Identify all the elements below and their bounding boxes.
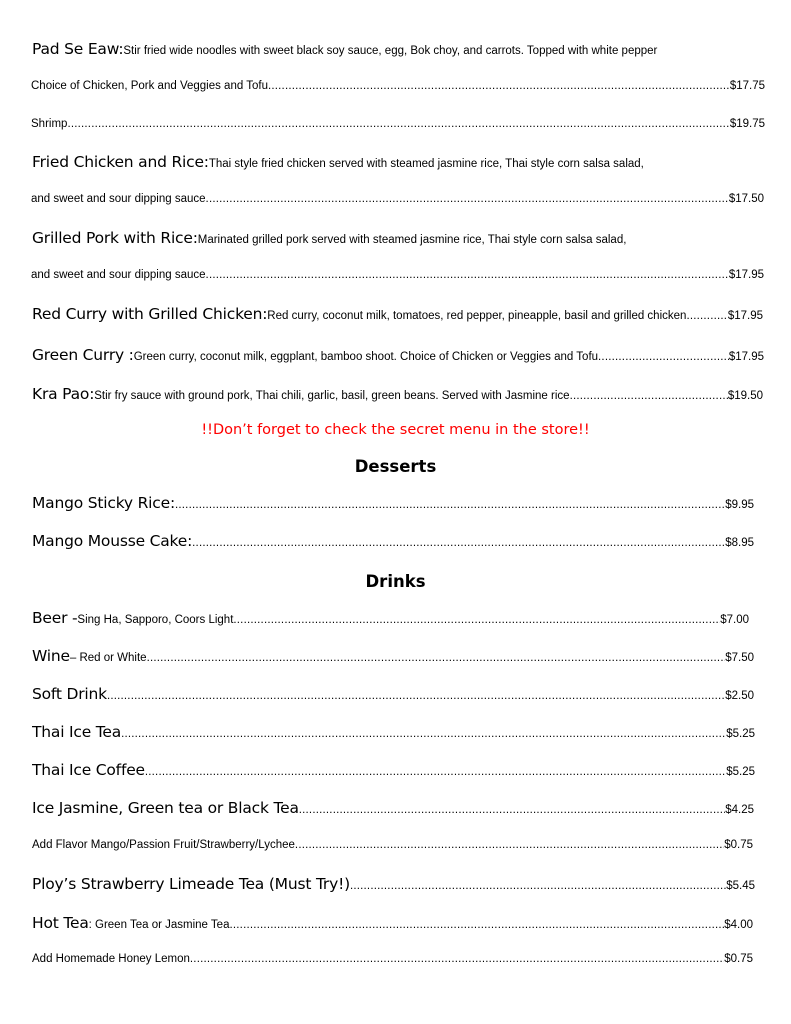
menu-item-fried-chicken [32, 153, 762, 171]
dot-leader [206, 193, 729, 205]
dot-leader [175, 499, 725, 511]
item-description: Red curry, coconut milk, tomatoes, red pepper, pineapple, basil and grilled chicken [267, 310, 687, 322]
item-price: $7.00 [720, 614, 749, 626]
item-name: Grilled Pork with Rice: [32, 229, 198, 247]
drink-item [32, 875, 755, 893]
item-price: $5.25 [726, 728, 755, 740]
dot-leader [190, 953, 724, 965]
desserts-heading: Desserts [354, 457, 437, 476]
item-name: Green Curry : [32, 346, 134, 364]
item-description: Sing Ha, Sapporo, Coors Light [77, 614, 234, 626]
item-name: Kra Pao: [32, 385, 95, 403]
dot-leader [229, 919, 724, 931]
item-price: $17.75 [729, 80, 765, 92]
dot-leader [145, 766, 726, 778]
menu-option-line [31, 80, 765, 92]
item-name: Wine [32, 647, 70, 665]
dot-leader [295, 839, 724, 851]
item-name: Soft Drink [32, 685, 107, 703]
item-description: : Green Tea or Jasmine Tea [88, 919, 230, 931]
item-price: $2.50 [725, 690, 754, 702]
menu-item-grilled-pork [32, 229, 762, 247]
dot-leader [121, 728, 726, 740]
dot-leader [206, 269, 729, 281]
item-price: $0.75 [724, 839, 753, 851]
item-price: $17.50 [728, 193, 764, 205]
menu-item-green-curry [32, 346, 764, 364]
item-name: Fried Chicken and Rice: [32, 153, 209, 171]
item-price: $17.95 [728, 269, 764, 281]
menu-option-line [31, 118, 765, 130]
option-label: Choice of Chicken, Pork and Veggies and Tofu [31, 80, 268, 92]
item-price: $0.75 [724, 953, 753, 965]
item-price: $4.25 [725, 804, 754, 816]
addon-label: Add Homemade Honey Lemon [32, 953, 190, 965]
item-name: Beer - [32, 609, 78, 627]
item-name: Ploy’s Strawberry Limeade Tea (Must Try!) [32, 875, 350, 893]
menu-item-red-curry [32, 305, 763, 323]
item-description: – Red or White [69, 652, 147, 664]
menu-item-kra-pao [32, 385, 763, 403]
item-description: Stir fry sauce with ground pork, Thai chili, garlic, basil, green beans. Served with Jasmine rice [94, 390, 570, 402]
item-name: Mango Sticky Rice: [32, 494, 175, 512]
secret-menu-notice: !!Don’t forget to check the secret menu in the store!! [201, 422, 590, 438]
item-price: $5.45 [726, 880, 755, 892]
drink-item [32, 685, 754, 703]
option-label: Shrimp [31, 118, 68, 130]
item-name: Ice Jasmine, Green tea or Black Tea [32, 799, 299, 817]
item-description: Marinated grilled pork served with steamed jasmine rice, Thai style corn salsa salad, [197, 234, 627, 246]
item-price: $4.00 [724, 919, 753, 931]
drink-addon-line [32, 953, 753, 965]
addon-label: Add Flavor Mango/Passion Fruit/Strawberry/Lychee [32, 839, 295, 851]
dot-leader [192, 537, 725, 549]
item-description: Stir fried wide noodles with sweet black soy sauce, egg, Bok choy, and carrots. Topped with white pepper [123, 45, 658, 57]
dot-leader [107, 690, 725, 702]
menu-option-line [31, 193, 764, 205]
drink-item [32, 609, 749, 627]
drink-item [32, 647, 754, 665]
menu-item-pad-se-eaw [32, 40, 762, 58]
dot-leader [147, 652, 726, 664]
item-description: Thai style fried chicken served with steamed jasmine rice, Thai style corn salsa salad, [208, 158, 644, 170]
dot-leader [233, 614, 720, 626]
drink-item [32, 799, 754, 817]
option-label: and sweet and sour dipping sauce [31, 193, 206, 205]
dot-leader [570, 390, 728, 402]
option-label: and sweet and sour dipping sauce [31, 269, 206, 281]
item-name: Hot Tea [32, 914, 89, 932]
drink-item [32, 761, 755, 779]
dot-leader [350, 880, 726, 892]
item-description: Green curry, coconut milk, eggplant, bamboo shoot. Choice of Chicken or Veggies and Tofu [133, 351, 599, 363]
item-price: $9.95 [725, 499, 754, 511]
item-name: Mango Mousse Cake: [32, 532, 193, 550]
item-price: $5.25 [726, 766, 755, 778]
dot-leader [598, 351, 729, 363]
item-price: $17.95 [727, 310, 763, 322]
dot-leader [268, 80, 730, 92]
item-name: Thai Ice Tea [32, 723, 122, 741]
drink-item [32, 914, 753, 932]
menu-option-line [31, 269, 764, 281]
dot-leader [67, 118, 729, 130]
item-price: $8.95 [725, 537, 754, 549]
dessert-item [32, 532, 754, 550]
drink-addon-line [32, 839, 753, 851]
item-name: Thai Ice Coffee [32, 761, 145, 779]
item-price: $19.75 [729, 118, 765, 130]
drink-item [32, 723, 755, 741]
item-name: Red Curry with Grilled Chicken: [32, 305, 268, 323]
item-price: $7.50 [725, 652, 754, 664]
dot-leader [686, 310, 727, 322]
dessert-item [32, 494, 754, 512]
item-price: $17.95 [728, 351, 764, 363]
dot-leader [299, 804, 725, 816]
item-price: $19.50 [727, 390, 763, 402]
item-name: Pad Se Eaw: [32, 40, 124, 58]
drinks-heading: Drinks [365, 572, 426, 591]
